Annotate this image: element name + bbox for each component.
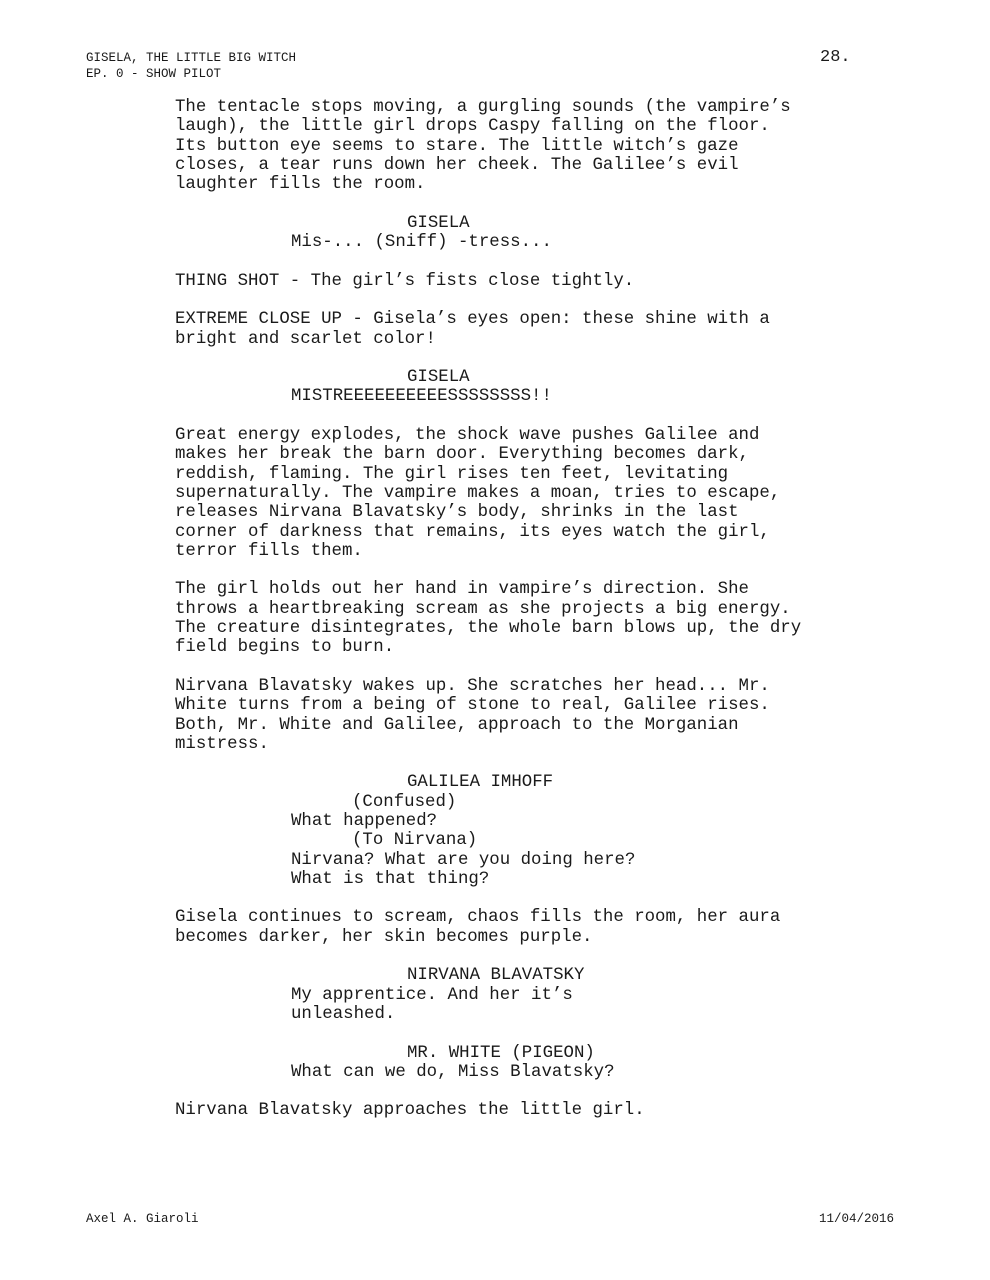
dialogue-line: What can we do, Miss Blavatsky?	[291, 1062, 615, 1082]
page-number: 28.	[820, 48, 851, 67]
footer-author: Axel A. Giaroli	[86, 1212, 199, 1226]
dialogue-block	[0, 966, 990, 1024]
action-paragraph: Gisela continues to scream, chaos fills the room, her aura becomes darker, her skin becomes purple.	[175, 908, 781, 947]
character-name: GALILEA IMHOFF	[407, 773, 554, 793]
character-name: GISELA	[407, 213, 470, 233]
script-body	[0, 98, 990, 1140]
dialogue-line: Mis-... (Sniff) -tress...	[291, 233, 552, 253]
action-paragraph: The tentacle stops moving, a gurgling sounds (the vampire’s laugh), the little girl drops Caspy falling on the floor. Its button eye seems to stare. The little witch’s gaze closes, a tear runs down her cheek. The Galilee’s evil laughter fills the room.	[175, 98, 791, 195]
action-paragraph: THING SHOT - The girl’s fists close tightly.	[175, 271, 635, 291]
header-title: GISELA, THE LITTLE BIG WITCH	[86, 51, 297, 65]
action-paragraph: EXTREME CLOSE UP - Gisela’s eyes open: these shine with a bright and scarlet color!	[175, 310, 770, 349]
action-paragraph: Great energy explodes, the shock wave pushes Galilee and makes her break the barn door. Everything becomes dark, reddish, flaming. The girl rises ten feet, levitating supernaturally. The vampire makes a moan, tries to escape, releases Nirvana Blavatsky’s body, shrinks in the last corner of darkness that remains, its eyes watch the girl, terror fills them.	[175, 426, 781, 561]
dialogue-line: What is that thing?	[291, 869, 490, 889]
dialogue-line: MISTREEEEEEEEEESSSSSSSS!!	[291, 387, 552, 407]
parenthetical: (Confused)	[352, 792, 457, 812]
dialogue-line: My apprentice. And her it’s	[291, 985, 573, 1005]
dialogue-block	[0, 773, 990, 889]
dialogue-block	[0, 368, 990, 407]
dialogue-line: What happened?	[291, 811, 438, 831]
dialogue-line: Nirvana? What are you doing here?	[291, 850, 636, 870]
parenthetical: (To Nirvana)	[352, 831, 478, 851]
action-paragraph: Nirvana Blavatsky wakes up. She scratches her head... Mr. White turns from a being of stone to real, Galilee rises. Both, Mr. White and Galilee, approach to the Morganian mistress.	[175, 676, 770, 754]
dialogue-line: unleashed.	[291, 1004, 396, 1024]
action-paragraph: The girl holds out her hand in vampire’s direction. She throws a heartbreaking scream as she projects a big energy. The creature disintegrates, the whole barn blows up, the dry field begins to burn.	[175, 580, 802, 658]
dialogue-block	[0, 1044, 990, 1083]
character-name: NIRVANA BLAVATSKY	[407, 966, 585, 986]
character-name: MR. WHITE (PIGEON)	[407, 1043, 595, 1063]
dialogue-block	[0, 214, 990, 253]
header-episode: EP. 0 - SHOW PILOT	[86, 67, 222, 81]
action-paragraph: Nirvana Blavatsky approaches the little girl.	[175, 1101, 645, 1121]
footer-date: 11/04/2016	[819, 1212, 895, 1226]
character-name: GISELA	[407, 368, 470, 388]
